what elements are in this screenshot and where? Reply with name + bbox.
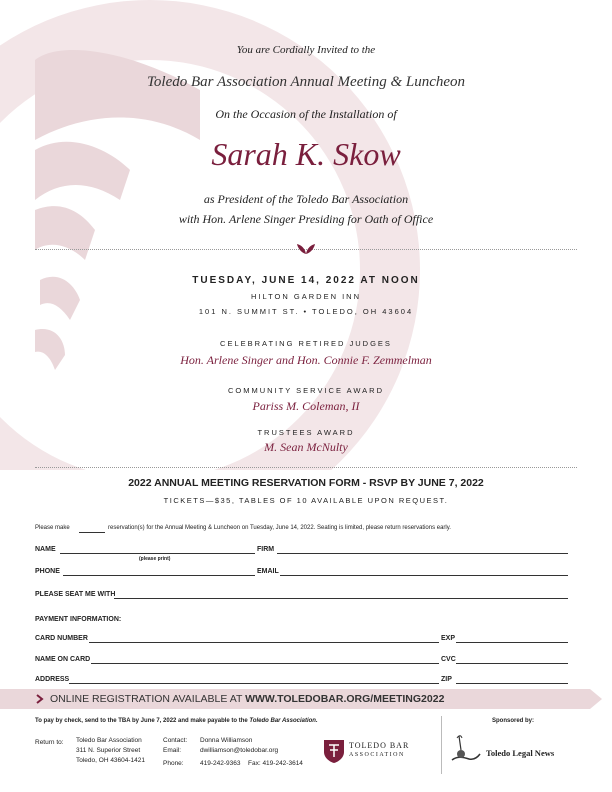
check-payee: Toledo Bar Association. <box>249 718 318 724</box>
zip-field[interactable] <box>456 683 568 684</box>
cvc-field[interactable] <box>456 663 568 664</box>
honor-heading-3: TRUSTEES AWARD <box>257 428 355 437</box>
event-datetime: TUESDAY, JUNE 14, 2022 AT NOON <box>192 275 420 286</box>
banner-text <box>50 693 444 705</box>
return-line2: 311 N. Superior Street <box>76 747 141 754</box>
name-field[interactable] <box>60 553 255 554</box>
event-venue: HILTON GARDEN INN <box>251 292 361 301</box>
form-title: 2022 ANNUAL MEETING RESERVATION FORM - RSVP BY JUNE 7, 2022 <box>128 477 484 489</box>
toledo-legal-news-logo-icon <box>449 732 483 766</box>
check-instructions-text: To pay by check, send to the TBA by June 7, 2022 and make payable to the <box>35 718 250 724</box>
address-label: ADDRESS <box>35 676 70 683</box>
instruction-pre: Please make <box>35 525 70 531</box>
email-label: EMAIL <box>257 568 279 575</box>
reservation-count-field[interactable] <box>79 532 105 533</box>
contact-email-link[interactable]: dwilliamson@toledobar.org <box>200 747 279 754</box>
footer-divider <box>441 716 442 774</box>
return-line1: Toledo Bar Association <box>76 737 142 744</box>
instruction-post: reservation(s) for the Annual Meeting & Luncheon on Tuesday, June 14, 2022. Seating is limited, please return reservations early. <box>108 525 451 531</box>
seat-with-field[interactable] <box>114 598 568 599</box>
chevron-right-icon <box>36 694 44 704</box>
honor-heading-1: CELEBRATING RETIRED JUDGES <box>220 339 392 348</box>
invite-line5: with Hon. Arlene Singer Presiding for Oath of Office <box>178 212 434 226</box>
form-tickets: TICKETS—$35, TABLES OF 10 AVAILABLE UPON REQUEST. <box>163 496 449 505</box>
invite-line3: On the Occasion of the Installation of <box>215 107 397 121</box>
tba-logo-line2: ASSOCIATION <box>349 752 405 758</box>
phone-label: PHONE <box>35 568 60 575</box>
cvc-label: CVC <box>441 656 456 663</box>
exp-field[interactable] <box>456 642 568 643</box>
honor-heading-2: COMMUNITY SERVICE AWARD <box>227 386 384 395</box>
address-field[interactable] <box>69 683 439 684</box>
event-title: Toledo Bar Association Annual Meeting & Luncheon <box>146 74 466 90</box>
invite-line1: You are Cordially Invited to the <box>236 44 376 56</box>
name-on-card-label: NAME ON CARD <box>35 656 91 663</box>
banner-arrow-icon <box>590 689 602 709</box>
event-address: 101 N. SUMMIT ST. • TOLEDO, OH 43604 <box>198 307 414 316</box>
honor-names-1: Hon. Arlene Singer and Hon. Connie F. Zemmelman <box>180 353 432 367</box>
name-on-card-field[interactable] <box>91 663 439 664</box>
sponsored-label: Sponsored by: <box>492 718 535 724</box>
registration-link[interactable]: WWW.TOLEDOBAR.ORG/MEETING2022 <box>245 693 445 705</box>
exp-label: EXP <box>441 635 456 642</box>
honor-names-2: Pariss M. Coleman, II <box>252 399 360 413</box>
divider-form <box>35 467 577 468</box>
check-instructions <box>35 718 318 724</box>
name-label: NAME <box>35 546 56 553</box>
honoree-name: Sarah K. Skow <box>211 136 401 172</box>
leaf-ornament-icon <box>296 243 316 255</box>
card-number-label: CARD NUMBER <box>35 635 88 642</box>
return-line3: Toledo, OH 43604-1421 <box>76 757 146 764</box>
return-label: Return to: <box>35 739 64 746</box>
tba-logo-line1: TOLEDO BAR <box>349 741 410 750</box>
firm-label: FIRM <box>257 546 275 553</box>
contact-label: Contact: <box>163 737 188 744</box>
seat-with-label: PLEASE SEAT ME WITH <box>35 591 116 598</box>
tba-logo-icon <box>322 738 346 764</box>
card-number-field[interactable] <box>89 642 439 643</box>
contact-phone: 419-242-9363 <box>200 760 241 767</box>
contact-name: Donna Williamson <box>200 737 253 744</box>
email-footer-label: Email: <box>163 747 182 754</box>
please-print-note: (please print) <box>139 556 171 562</box>
email-field[interactable] <box>280 575 568 576</box>
sponsor-name: Toledo Legal News <box>486 748 555 758</box>
phone-footer-label: Phone: <box>163 760 184 767</box>
firm-field[interactable] <box>277 553 568 554</box>
payment-heading: PAYMENT INFORMATION: <box>35 616 122 623</box>
contact-fax: Fax: 419-242-3614 <box>248 760 303 767</box>
phone-field[interactable] <box>63 575 255 576</box>
zip-label: ZIP <box>441 676 452 683</box>
banner-text-pre: ONLINE REGISTRATION AVAILABLE AT <box>50 693 246 705</box>
invite-line4: as President of the Toledo Bar Association <box>203 192 409 206</box>
honor-names-3: M. Sean McNulty <box>264 440 348 454</box>
